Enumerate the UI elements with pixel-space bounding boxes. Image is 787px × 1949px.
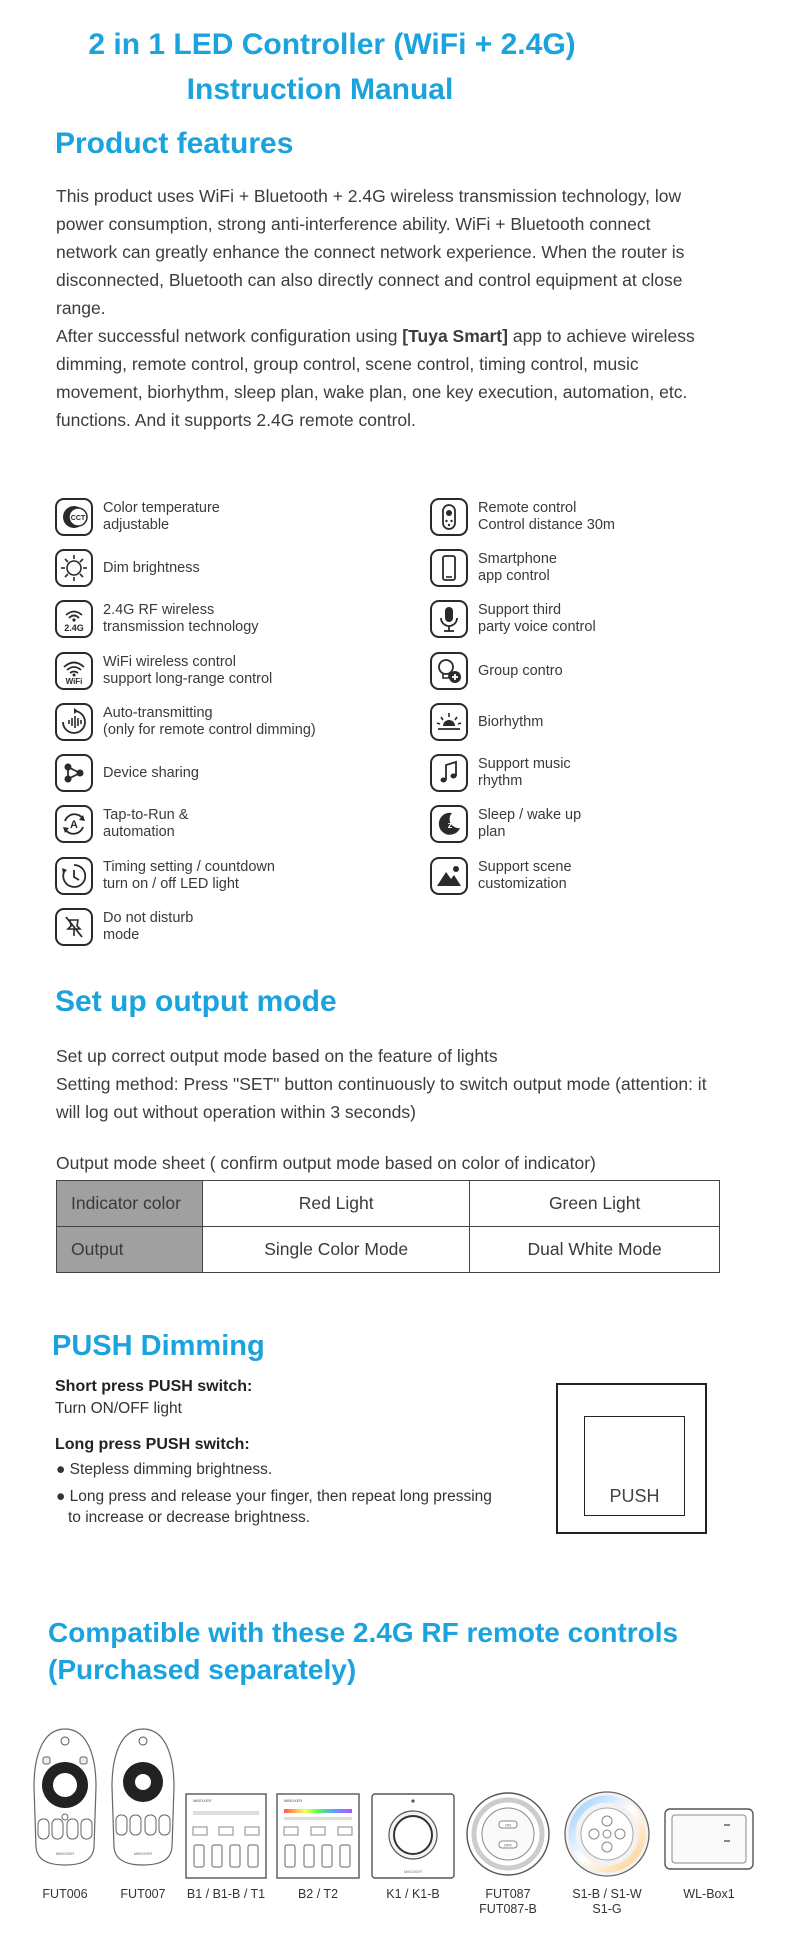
svg-text:2.4G: 2.4G — [64, 623, 84, 633]
doc-title-line2: Instruction Manual — [186, 73, 454, 106]
push-switch-button — [584, 1416, 685, 1516]
rf-24g-icon — [55, 600, 93, 638]
remote-s1 — [563, 1789, 651, 1879]
short-press-text: Turn ON/OFF light — [55, 1400, 182, 1417]
svg-text:A: A — [70, 819, 78, 831]
music-icon — [430, 754, 468, 792]
feature-dim-brightness: Dim brightness — [55, 549, 353, 587]
output-mode-table — [56, 1180, 720, 1273]
svg-text:WiFi: WiFi — [65, 677, 83, 686]
mountain-icon — [430, 857, 468, 895]
microphone-icon — [430, 600, 468, 638]
remote-label-b2: B2 / T2 — [297, 1887, 339, 1901]
output-mode-line1: Set up correct output mode based on the feature of lights — [56, 1046, 498, 1066]
svg-text:z: z — [447, 820, 453, 830]
do-not-disturb-icon — [55, 908, 93, 946]
sunrise-icon — [430, 703, 468, 741]
remote-label-fut007: FUT007 — [120, 1887, 166, 1901]
svg-text:CCT: CCT — [70, 515, 86, 522]
group-icon — [430, 652, 468, 690]
output-mode-heading: Set up output mode — [55, 985, 337, 1018]
feature-color-temperature: CCT Color temperature adjustable — [55, 498, 353, 536]
svg-text:MiBOXER: MiBOXER — [284, 1798, 303, 1803]
remote-label-fut087: FUT087 FUT087-B — [479, 1887, 537, 1916]
table-cell: Dual White Mode — [470, 1227, 720, 1273]
feature-group-control: Group contro — [430, 652, 728, 690]
remote-label-fut006: FUT006 — [42, 1887, 88, 1901]
feature-tap-to-run: A Tap-to-Run & automation — [55, 805, 353, 843]
feature-do-not-disturb: Do not disturb mode — [55, 908, 353, 946]
push-switch-diagram — [556, 1383, 707, 1534]
svg-text:MiBOXER: MiBOXER — [193, 1798, 212, 1803]
feature-biorhythm: Biorhythm — [430, 703, 728, 741]
feature-device-sharing: Device sharing — [55, 754, 353, 792]
remote-b1 — [185, 1793, 267, 1879]
features-paragraph-2: After successful network configuration using [Tuya Smart] app to achieve wireless dimming, remote control, group control, scene control, timing control, music movement, biorhythm, sleep plan, wake plan, one key execution, automation, etc. functions. And it supports 2.4G remote control. — [56, 326, 695, 430]
cct-icon — [55, 498, 93, 536]
svg-text:MiBOXER: MiBOXER — [403, 1869, 423, 1874]
svg-text:MiBOXER: MiBOXER — [55, 1851, 75, 1856]
feature-auto-transmitting: Auto-transmitting (only for remote control dimming) — [55, 703, 353, 741]
auto-transmit-icon — [55, 703, 93, 741]
table-row — [57, 1227, 720, 1273]
remote-label-k1: K1 / K1-B — [386, 1887, 440, 1901]
remote-fut007 — [108, 1727, 178, 1867]
table-cell: Output — [57, 1227, 203, 1273]
compatible-heading-line2: (Purchased separately) — [48, 1654, 357, 1685]
feature-voice-control: Support third party voice control — [430, 600, 728, 638]
remote-b2 — [276, 1793, 360, 1879]
table-cell: Indicator color — [57, 1181, 203, 1227]
remote-icon — [430, 498, 468, 536]
timer-icon — [55, 857, 93, 895]
long-press-bullet-2: ● Long press and release your finger, then repeat long pressing to increase or decrease brightness. — [56, 1488, 492, 1526]
table-cell: Red Light — [203, 1181, 470, 1227]
table-row — [57, 1181, 720, 1227]
doc-title-line1: 2 in 1 LED Controller (WiFi + 2.4G) — [88, 28, 576, 61]
feature-wifi-control: WiFi WiFi wireless control support long-range control — [55, 652, 353, 690]
remote-label-wl-box1: WL-Box1 — [683, 1887, 735, 1901]
feature-smartphone: Smartphone app control — [430, 549, 728, 587]
features-paragraph-1: This product uses WiFi + Bluetooth + 2.4G wireless transmission technology, low power consumption, strong anti-interference ability. WiFi + Bluetooth connect network can greatly enhance the connect network experience. When the router is disconnected, Bluetooth can also directly connect and control equipment at close range. — [56, 186, 685, 318]
remote-wl-box1 — [664, 1808, 754, 1870]
output-mode-line2: Setting method: Press "SET" button continuously to switch output mode (attention: it will log out without operation within 3 seconds) — [56, 1074, 707, 1122]
output-mode-sheet-caption: Output mode sheet ( confirm output mode based on color of indicator) — [56, 1153, 596, 1173]
push-label: PUSH — [609, 1486, 660, 1506]
feature-sleep-wake: z Sleep / wake up plan — [430, 805, 728, 843]
svg-text:MiBOXER: MiBOXER — [133, 1851, 153, 1856]
feature-scene-customization: Support scene customization — [430, 857, 728, 895]
compatible-heading-line1: Compatible with these 2.4G RF remote controls — [48, 1617, 679, 1648]
svg-text:OFF: OFF — [504, 1842, 512, 1848]
remote-label-s1: S1-B / S1-W S1-G — [572, 1887, 642, 1916]
svg-text:ON: ON — [505, 1822, 511, 1828]
feature-timing: Timing setting / countdown turn on / off LED light — [55, 857, 353, 895]
remote-k1 — [371, 1793, 455, 1879]
remote-fut006 — [30, 1727, 100, 1867]
feature-rf-wireless: 2.4G 2.4G RF wireless transmission technology — [55, 600, 353, 638]
tuya-smart-app-name: [Tuya Smart] — [402, 326, 508, 346]
push-dimming-heading: PUSH Dimming — [52, 1330, 265, 1362]
sun-icon — [55, 549, 93, 587]
table-cell: Single Color Mode — [203, 1227, 470, 1273]
share-icon — [55, 754, 93, 792]
long-press-bullet-1: ● Stepless dimming brightness. — [56, 1461, 273, 1478]
moon-icon — [430, 805, 468, 843]
feature-music-rhythm: Support music rhythm — [430, 754, 728, 792]
short-press-title: Short press PUSH switch: — [55, 1378, 253, 1395]
smartphone-icon — [430, 549, 468, 587]
remote-fut087 — [465, 1789, 551, 1879]
product-features-heading: Product features — [55, 127, 294, 160]
remote-label-b1: B1 / B1-B / T1 — [186, 1887, 266, 1901]
wifi-icon — [55, 652, 93, 690]
table-cell: Green Light — [470, 1181, 720, 1227]
long-press-title: Long press PUSH switch: — [55, 1436, 250, 1453]
feature-remote-control: Remote control Control distance 30m — [430, 498, 728, 536]
automation-icon — [55, 805, 93, 843]
